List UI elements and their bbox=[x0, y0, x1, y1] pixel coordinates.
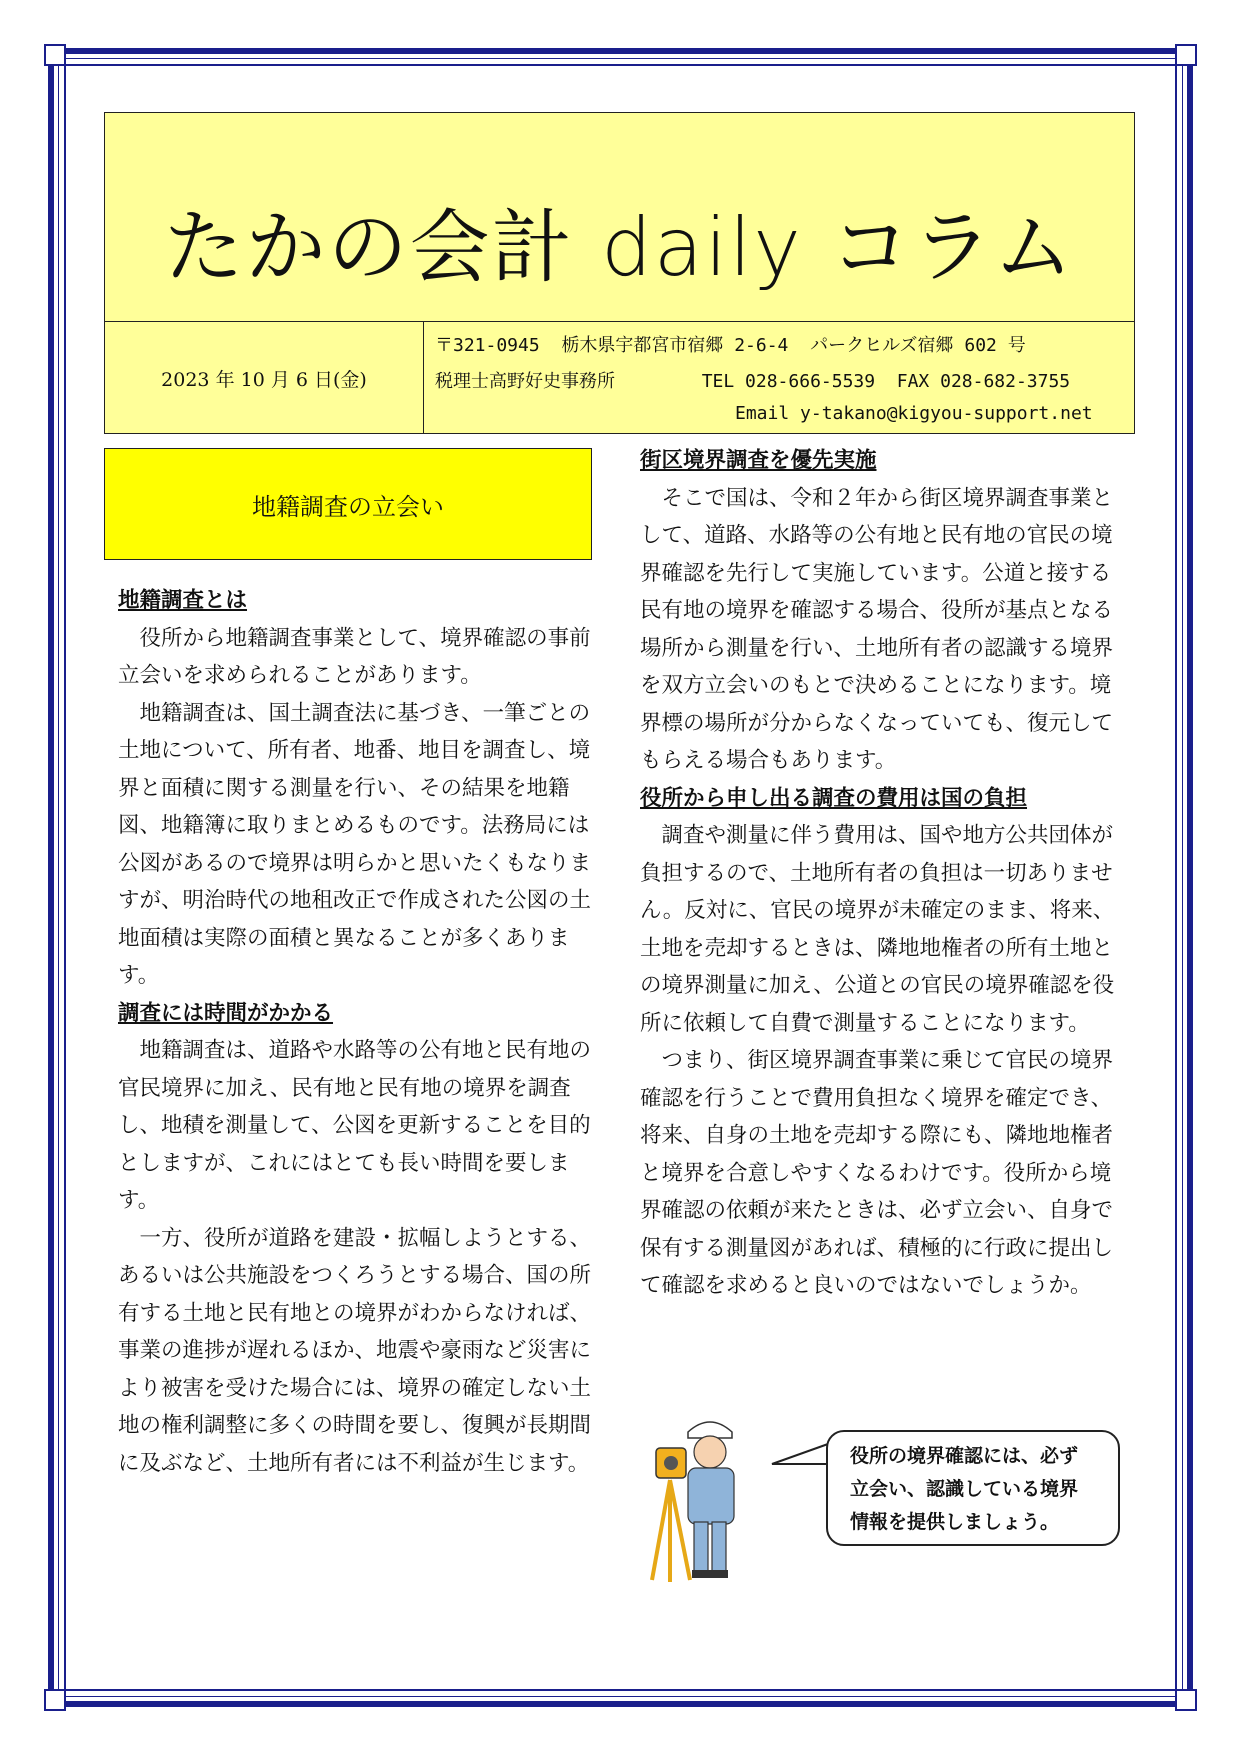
office-email: Email y-takano@kigyou-support.net bbox=[735, 403, 1093, 424]
speech-bubble bbox=[826, 1430, 1120, 1546]
divider bbox=[105, 321, 1134, 322]
office-address: 〒321-0945 栃木県宇都宮市宿郷 2-6-4 パークヒルズ宿郷 602 号 bbox=[435, 335, 1026, 356]
office-contact: 税理士高野好史事務所 TEL 028-666-5539 FAX 028-682-3755 bbox=[435, 371, 1071, 392]
section-heading: 役所から申し出る調査の費用は国の負担 bbox=[640, 785, 1028, 811]
corner-ornament bbox=[44, 44, 66, 66]
topic-heading: 地籍調査の立会い bbox=[104, 448, 592, 560]
section-heading: 地籍調査とは bbox=[118, 588, 248, 613]
bubble-line: 情報を提供しましょう。 bbox=[850, 1511, 1060, 1533]
paragraph: 地籍調査は、国土調査法に基づき、一筆ごとの土地について、所有者、地番、地目を調査し、境界と面積に関する測量を行い、その結果を地籍図、地籍簿に取りまとめるものです。法務局には公図があるので境界は明らかと思いたくもなりますが、明治時代の地租改正で作成された公図の土地面積は実際の面積と異なることが多くあります。 bbox=[118, 700, 592, 988]
section-heading: 街区境界調査を優先実施 bbox=[640, 448, 877, 473]
paragraph: 役所から地籍調査事業として、境界確認の事前立会いを求められることがあります。 bbox=[118, 625, 591, 688]
paragraph: 一方、役所が道路を建設・拡幅しようとする、あるいは公共施設をつくろうとする場合、国の所有する土地と民有地との境界がわからなければ、事業の進捗が遅れるほか、地震や豪雨など災害により被害を受けた場合には、境界の確定しない土地の権利調整に多くの時間を要し、復興が長期間に及ぶなど、土地所有者には不利益が生じます。 bbox=[118, 1225, 592, 1476]
newsletter-title: たかの会計 daily コラム bbox=[163, 201, 1076, 294]
bubble-line: 役所の境界確認には、必ず bbox=[850, 1445, 1079, 1467]
left-column bbox=[118, 582, 608, 1482]
section-heading: 調査には時間がかかる bbox=[118, 1000, 334, 1026]
masthead bbox=[104, 112, 1135, 434]
corner-ornament bbox=[1175, 1689, 1197, 1711]
paragraph: 地籍調査は、道路や水路等の公有地と民有地の官民境界に加え、民有地と民有地の境界を調査し、地積を測量して、公図を更新することを目的としますが、これにはとても長い時間を要します。 bbox=[118, 1038, 592, 1213]
bubble-tail bbox=[770, 1440, 834, 1480]
divider bbox=[423, 321, 424, 433]
corner-ornament bbox=[1175, 44, 1197, 66]
issue-date: 2023 年 10 月 6 日(金) bbox=[161, 369, 367, 391]
paragraph: つまり、街区境界調査事業に乗じて官民の境界確認を行うことで費用負担なく境界を確定でき、将来、自身の土地を売却する際にも、隣地地権者と境界を合意しやすくなるわけです。役所から境界確認の依頼が来たときは、必ず立会い、自身で保有する測量図があれば、積極的に行政に提出して確認を求めると良いのではないでしょうか。 bbox=[640, 1048, 1114, 1298]
surveyor-illustration bbox=[648, 1410, 798, 1590]
paragraph: 調査や測量に伴う費用は、国や地方公共団体が負担するので、土地所有者の負担は一切ありません。反対に、官民の境界が未確定のまま、将来、土地を売却するときは、隣地地権者の所有土地との境界測量に加え、公道との官民の境界確認を役所に依頼して自費で測量することになります。 bbox=[640, 823, 1115, 1036]
paragraph: そこで国は、令和２年から街区境界調査事業として、道路、水路等の公有地と民有地の官民の境界確認を先行して実施しています。公道と接する民有地の境界を確認する場合、役所が基点となる場所から測量を行い、土地所有者の認識する境界を双方立会いのもとで決めることになります。境界標の場所が分からなくなっていても、復元してもらえる場合もあります。 bbox=[640, 485, 1114, 773]
corner-ornament bbox=[44, 1689, 66, 1711]
right-column bbox=[640, 442, 1130, 1305]
bubble-line: 立会い、認識している境界 bbox=[850, 1478, 1079, 1500]
